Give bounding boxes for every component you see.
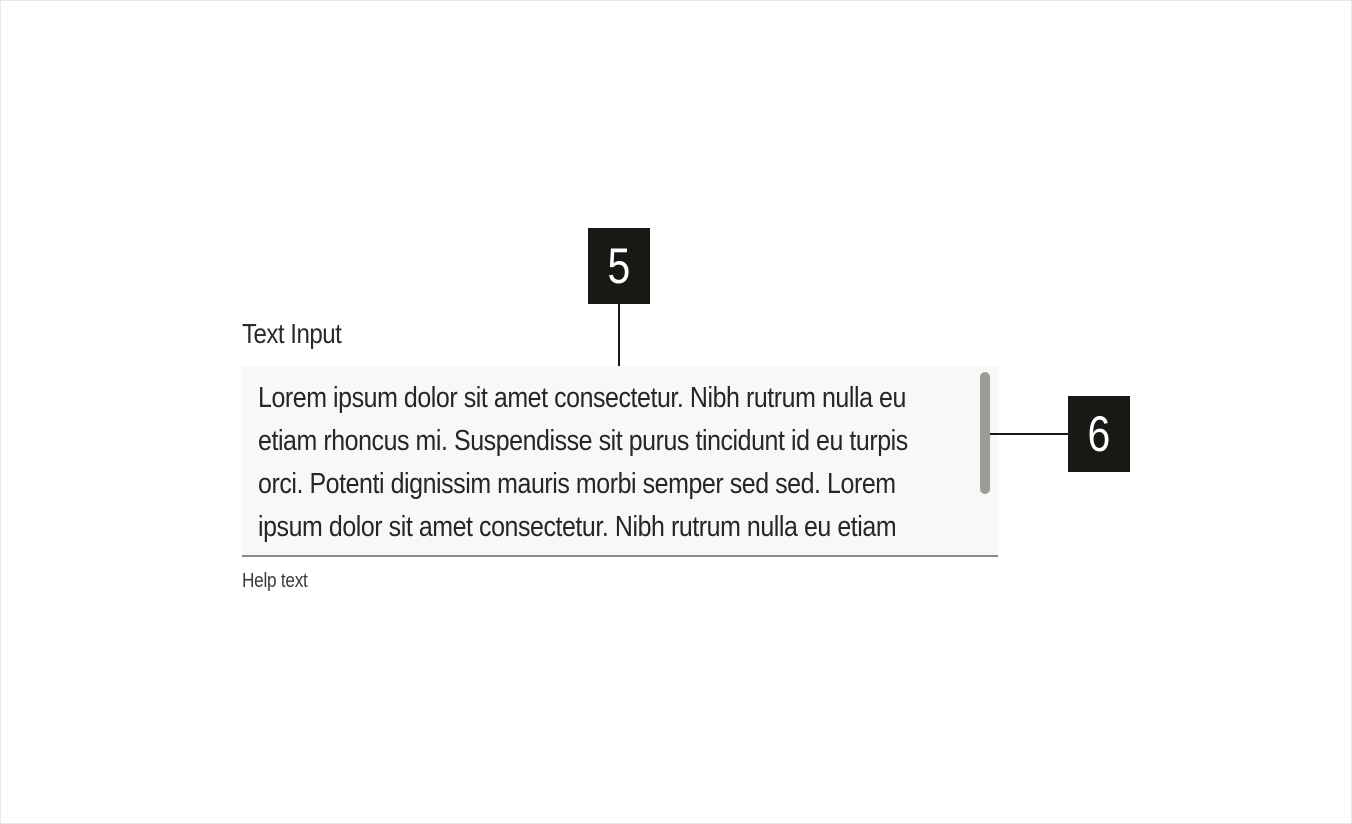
annotation-marker-6-label: 6 — [1087, 406, 1111, 462]
text-line: Lorem ipsum dolor sit amet consectetur. Nibh rutrum nulla eu — [258, 382, 906, 414]
annotation-marker-6 — [1068, 396, 1130, 472]
help-text: Help text — [242, 570, 308, 592]
text-line: orci. Potenti dignissim mauris morbi semper sed sed. Lorem — [258, 468, 896, 500]
field-label: Text Input — [242, 318, 342, 349]
annotation-marker-5-label: 5 — [607, 238, 631, 294]
text-input-value — [258, 377, 972, 549]
text-line: ipsum dolor sit amet consectetur. Nibh rutrum nulla eu etiam — [258, 511, 897, 543]
annotation-marker-5 — [588, 228, 650, 304]
annotation-leader-line-5 — [618, 304, 620, 366]
scrollbar-thumb[interactable] — [980, 372, 990, 494]
annotation-leader-line-6 — [990, 433, 1068, 435]
text-input-area[interactable] — [242, 366, 998, 557]
text-line: etiam rhoncus mi. Suspendisse sit purus tincidunt id eu turpis — [258, 425, 908, 457]
